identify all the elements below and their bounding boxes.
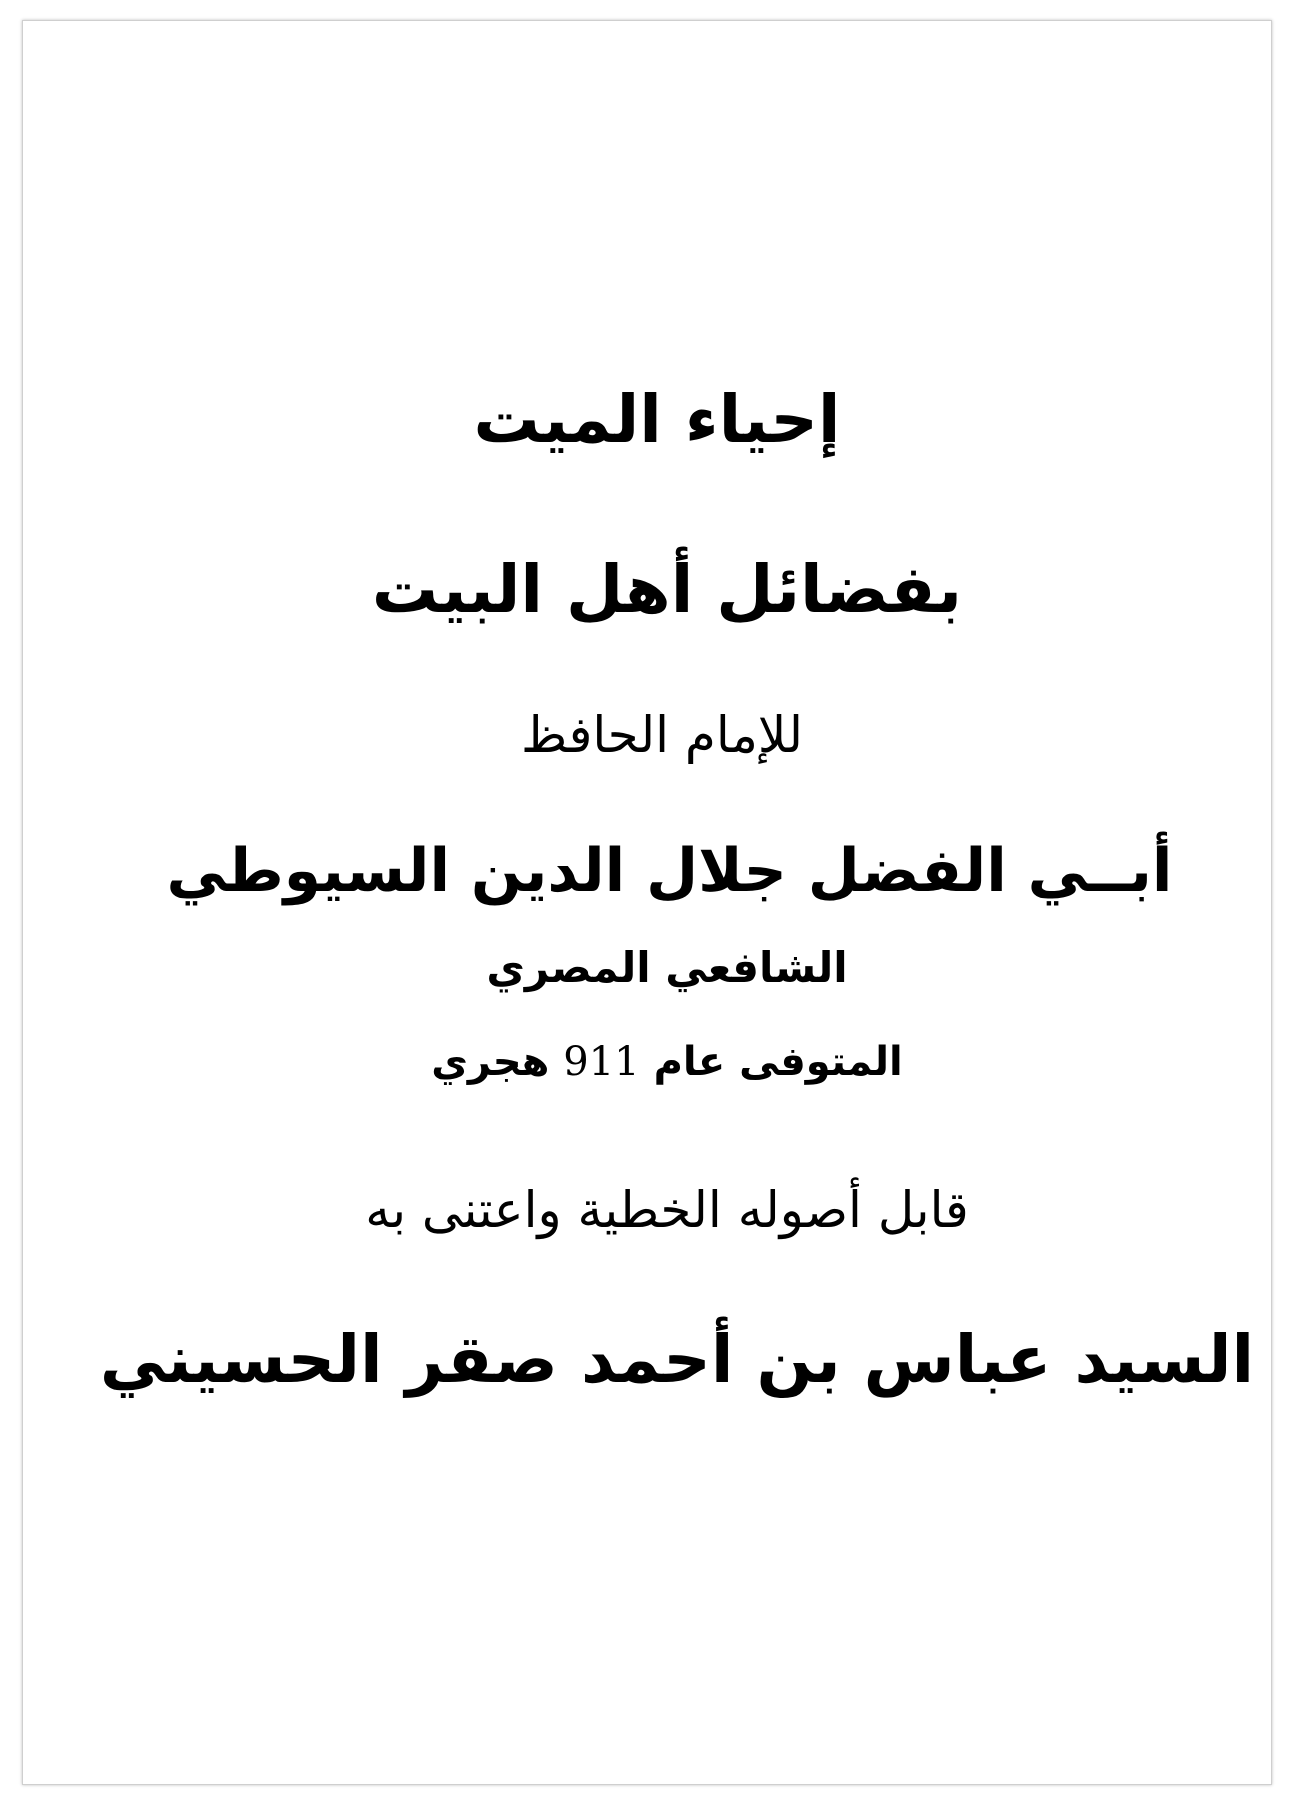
book-title-line-2: بفضائل أهل البيت <box>371 551 963 628</box>
cover-page <box>22 20 1272 1785</box>
death-date <box>23 1039 1271 1085</box>
book-title-line-1: إحياء الميت <box>473 381 841 458</box>
editor-name: السيد عباس بن أحمد صقر الحسيني <box>99 1321 1255 1398</box>
imam-label: للإمام الحافظ <box>521 706 803 764</box>
death-suffix: هجري <box>431 1039 550 1085</box>
author-nisba: الشافعي المصري <box>486 943 848 992</box>
death-prefix: المتوفى عام <box>653 1039 903 1085</box>
edited-by-label: قابل أصوله الخطية واعتنى به <box>365 1181 969 1239</box>
author-name: أبــي الفضل جلال الدين السيوطي <box>166 836 1173 906</box>
death-year: 911 <box>563 1039 640 1085</box>
